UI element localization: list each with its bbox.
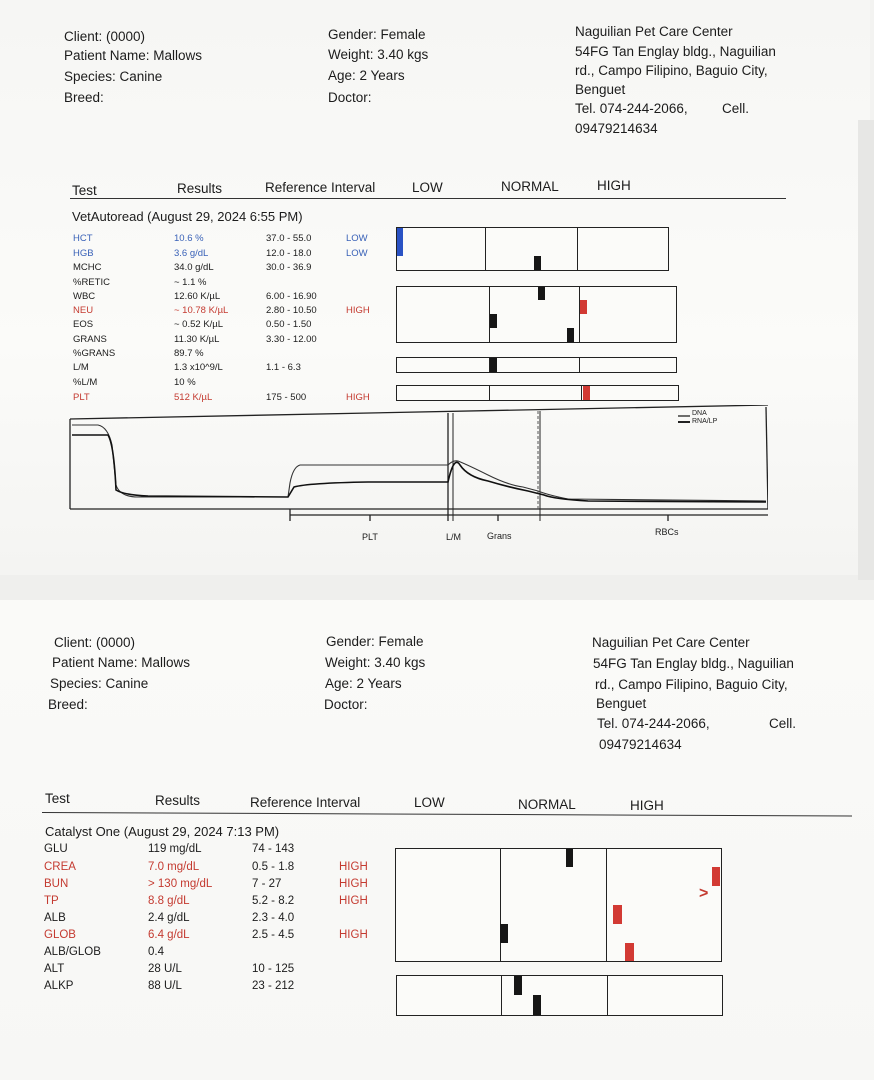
cell-result: 2.4 g/dL: [148, 912, 190, 924]
range-bar-hgb: [396, 242, 669, 257]
clinic-cell-2: 09479214634: [599, 737, 682, 752]
cell-flag: HIGH: [346, 392, 370, 403]
cell-test: BUN: [44, 878, 69, 890]
cell-ref: 1.1 - 6.3: [266, 362, 301, 373]
cell-result: 10.6 %: [174, 233, 204, 244]
col-low: LOW: [412, 180, 443, 195]
sheet-gap: [0, 575, 874, 600]
cell-result: 10 %: [174, 377, 196, 388]
cell-ref: 5.2 - 8.2: [252, 895, 295, 907]
cell-test: %L/M: [73, 377, 98, 388]
weight-2: Weight: 3.40 kgs: [325, 655, 426, 670]
cell-test: %RETIC: [73, 277, 110, 288]
weight: Weight: 3.40 kgs: [328, 47, 429, 62]
range-bar-mchc: [396, 256, 669, 271]
species-2: Species: Canine: [50, 676, 149, 691]
clinic-address-2-2: rd., Campo Filipino, Baguio City,: [595, 677, 788, 692]
clinic-cell: 09479214634: [575, 121, 658, 136]
clinic-address-2: rd., Campo Filipino, Baguio City,: [575, 63, 768, 78]
header-rule: [70, 198, 786, 199]
cell-ref: 0.50 - 1.50: [266, 319, 312, 330]
cell-test: WBC: [73, 291, 96, 302]
cell-ref: 3.30 - 12.00: [266, 334, 317, 345]
col-reference-2: Reference Interval: [250, 795, 361, 810]
cell-ref: 2.80 - 10.50: [266, 305, 317, 316]
clinic-name: Naguilian Pet Care Center: [575, 24, 733, 39]
breed: Breed:: [64, 90, 104, 105]
cell-result: 88 U/L: [148, 980, 182, 992]
client-label: Client: (0000): [64, 29, 146, 44]
analyzer-title: VetAutoread (August 29, 2024 6:55 PM): [72, 209, 303, 224]
cell-ref: 2.3 - 4.0: [252, 912, 295, 924]
range-bar-tp: [395, 905, 722, 925]
range-bar-bun: [395, 886, 722, 906]
range-bar-grans: [396, 328, 677, 343]
graph-label-grans: Grans: [487, 531, 512, 541]
cell-result: > 130 mg/dL: [148, 878, 213, 890]
range-bar-glob: [395, 943, 722, 962]
cell-result: 119 mg/dL: [148, 843, 202, 855]
range-bar-wbc: [396, 286, 677, 301]
range-bar-alkp: [396, 995, 723, 1016]
cell-result: 6.4 g/dL: [148, 929, 190, 941]
range-bar-glu: [395, 848, 722, 868]
graph-label-lm: L/M: [446, 532, 462, 542]
cell-ref: 12.0 - 18.0: [266, 248, 312, 259]
cell-result: ~ 10.78 K/µL: [174, 305, 229, 316]
range-bar-alt: [396, 975, 723, 996]
range-bar-hct: [396, 227, 669, 243]
cell-flag: HIGH: [339, 895, 368, 907]
cell-test: HGB: [73, 248, 94, 259]
client-label-2: Client: (0000): [54, 635, 136, 650]
patient-name: Patient Name: Mallows: [64, 48, 203, 63]
cell-result: 11.30 K/µL: [174, 334, 220, 345]
clinic-address-1: 54FG Tan Englay bldg., Naguilian: [575, 44, 776, 59]
gender: Gender: Female: [328, 27, 426, 42]
adjacent-page-edge: [858, 120, 874, 580]
range-bar-alb: [395, 924, 722, 944]
cell-test: GRANS: [73, 334, 107, 345]
cell-test: ALKP: [44, 980, 74, 992]
cell-flag: LOW: [346, 233, 368, 244]
range-bar-plt: [396, 385, 679, 401]
graph-legend-rnalp: RNA/LP: [692, 418, 718, 425]
cell-flag: LOW: [346, 248, 368, 259]
cell-result: 0.4: [148, 946, 164, 958]
cell-test: L/M: [73, 362, 89, 373]
col-test: Test: [72, 183, 97, 198]
col-reference: Reference Interval: [265, 180, 376, 195]
col-results-2: Results: [155, 793, 201, 808]
cell-ref: 6.00 - 16.90: [266, 291, 317, 302]
graph-label-plt: PLT: [362, 532, 378, 542]
cell-flag: HIGH: [339, 929, 368, 941]
cell-result: 8.8 g/dL: [148, 895, 190, 907]
clinic-cell-label: Cell.: [722, 101, 750, 116]
cell-ref: 74 - 143: [252, 843, 295, 855]
col-normal: NORMAL: [501, 179, 559, 194]
cell-test: EOS: [73, 319, 94, 330]
col-low-2: LOW: [414, 795, 445, 810]
clinic-cell-label-2: Cell.: [769, 716, 797, 731]
cell-ref: 10 - 125: [252, 963, 295, 975]
cell-ref: 0.5 - 1.8: [252, 861, 295, 873]
col-normal-2: NORMAL: [518, 797, 576, 812]
species: Species: Canine: [64, 69, 163, 84]
cell-result: ~ 0.52 K/µL: [174, 319, 224, 330]
clinic-address-3-2: Benguet: [596, 696, 647, 711]
cell-result: 7.0 mg/dL: [148, 861, 200, 873]
overflow-marker: >: [699, 885, 709, 902]
cell-result: ~ 1.1 %: [174, 277, 207, 288]
cell-ref: 23 - 212: [252, 980, 295, 992]
cell-ref: 2.5 - 4.5: [252, 929, 295, 941]
cell-flag: HIGH: [339, 861, 368, 873]
graph-legend-dna: DNA: [692, 410, 707, 417]
cell-result: 1.3 x10^9/L: [174, 362, 223, 373]
cell-result: 512 K/µL: [174, 392, 213, 403]
range-bar-eos: [396, 314, 677, 329]
cell-test: MCHC: [73, 262, 102, 273]
doctor: Doctor:: [328, 90, 372, 105]
col-test-2: Test: [45, 791, 70, 806]
range-bar-neu: [396, 300, 677, 315]
cell-flag: HIGH: [339, 878, 368, 890]
cell-ref: 37.0 - 55.0: [266, 233, 312, 244]
age: Age: 2 Years: [328, 68, 405, 83]
cell-test: PLT: [73, 392, 90, 403]
clinic-address-1-2: 54FG Tan Englay bldg., Naguilian: [593, 656, 794, 671]
cell-ref: 30.0 - 36.9: [266, 262, 312, 273]
col-high: HIGH: [597, 178, 631, 193]
cell-result: 89.7 %: [174, 348, 204, 359]
doctor-2: Doctor:: [324, 697, 368, 712]
cell-test: ALB: [44, 912, 66, 924]
gender-2: Gender: Female: [326, 634, 424, 649]
cell-flag: HIGH: [346, 305, 370, 316]
graph-label-rbcs: RBCs: [655, 527, 679, 537]
clinic-address-3: Benguet: [575, 82, 626, 97]
breed-2: Breed:: [48, 697, 88, 712]
cell-ref: 7 - 27: [252, 878, 282, 890]
cell-ref: 175 - 500: [266, 392, 307, 403]
cell-test: HCT: [73, 233, 93, 244]
cell-test: ALB/GLOB: [44, 946, 101, 958]
age-2: Age: 2 Years: [325, 676, 402, 691]
cell-test: TP: [44, 895, 59, 907]
clinic-tel-2: Tel. 074-244-2066,: [597, 716, 710, 731]
col-results: Results: [177, 181, 223, 196]
range-bar-crea: [395, 867, 722, 887]
clinic-tel: Tel. 074-244-2066,: [575, 101, 688, 116]
cell-result: 3.6 g/dL: [174, 248, 209, 259]
range-bar-lm: [396, 357, 677, 373]
col-high-2: HIGH: [630, 798, 664, 813]
clinic-name-2: Naguilian Pet Care Center: [592, 635, 750, 650]
cell-test: CREA: [44, 861, 76, 873]
cell-test: NEU: [73, 305, 94, 316]
cell-test: ALT: [44, 963, 65, 975]
cell-result: 28 U/L: [148, 963, 182, 975]
cell-result: 12.60 K/µL: [174, 291, 221, 302]
cell-test: GLOB: [44, 929, 76, 941]
cell-test: %GRANS: [73, 348, 116, 359]
cell-result: 34.0 g/dL: [174, 262, 214, 273]
cell-test: GLU: [44, 843, 68, 855]
patient-name-2: Patient Name: Mallows: [52, 655, 191, 670]
analyzer-title-2: Catalyst One (August 29, 2024 7:13 PM): [45, 824, 280, 839]
